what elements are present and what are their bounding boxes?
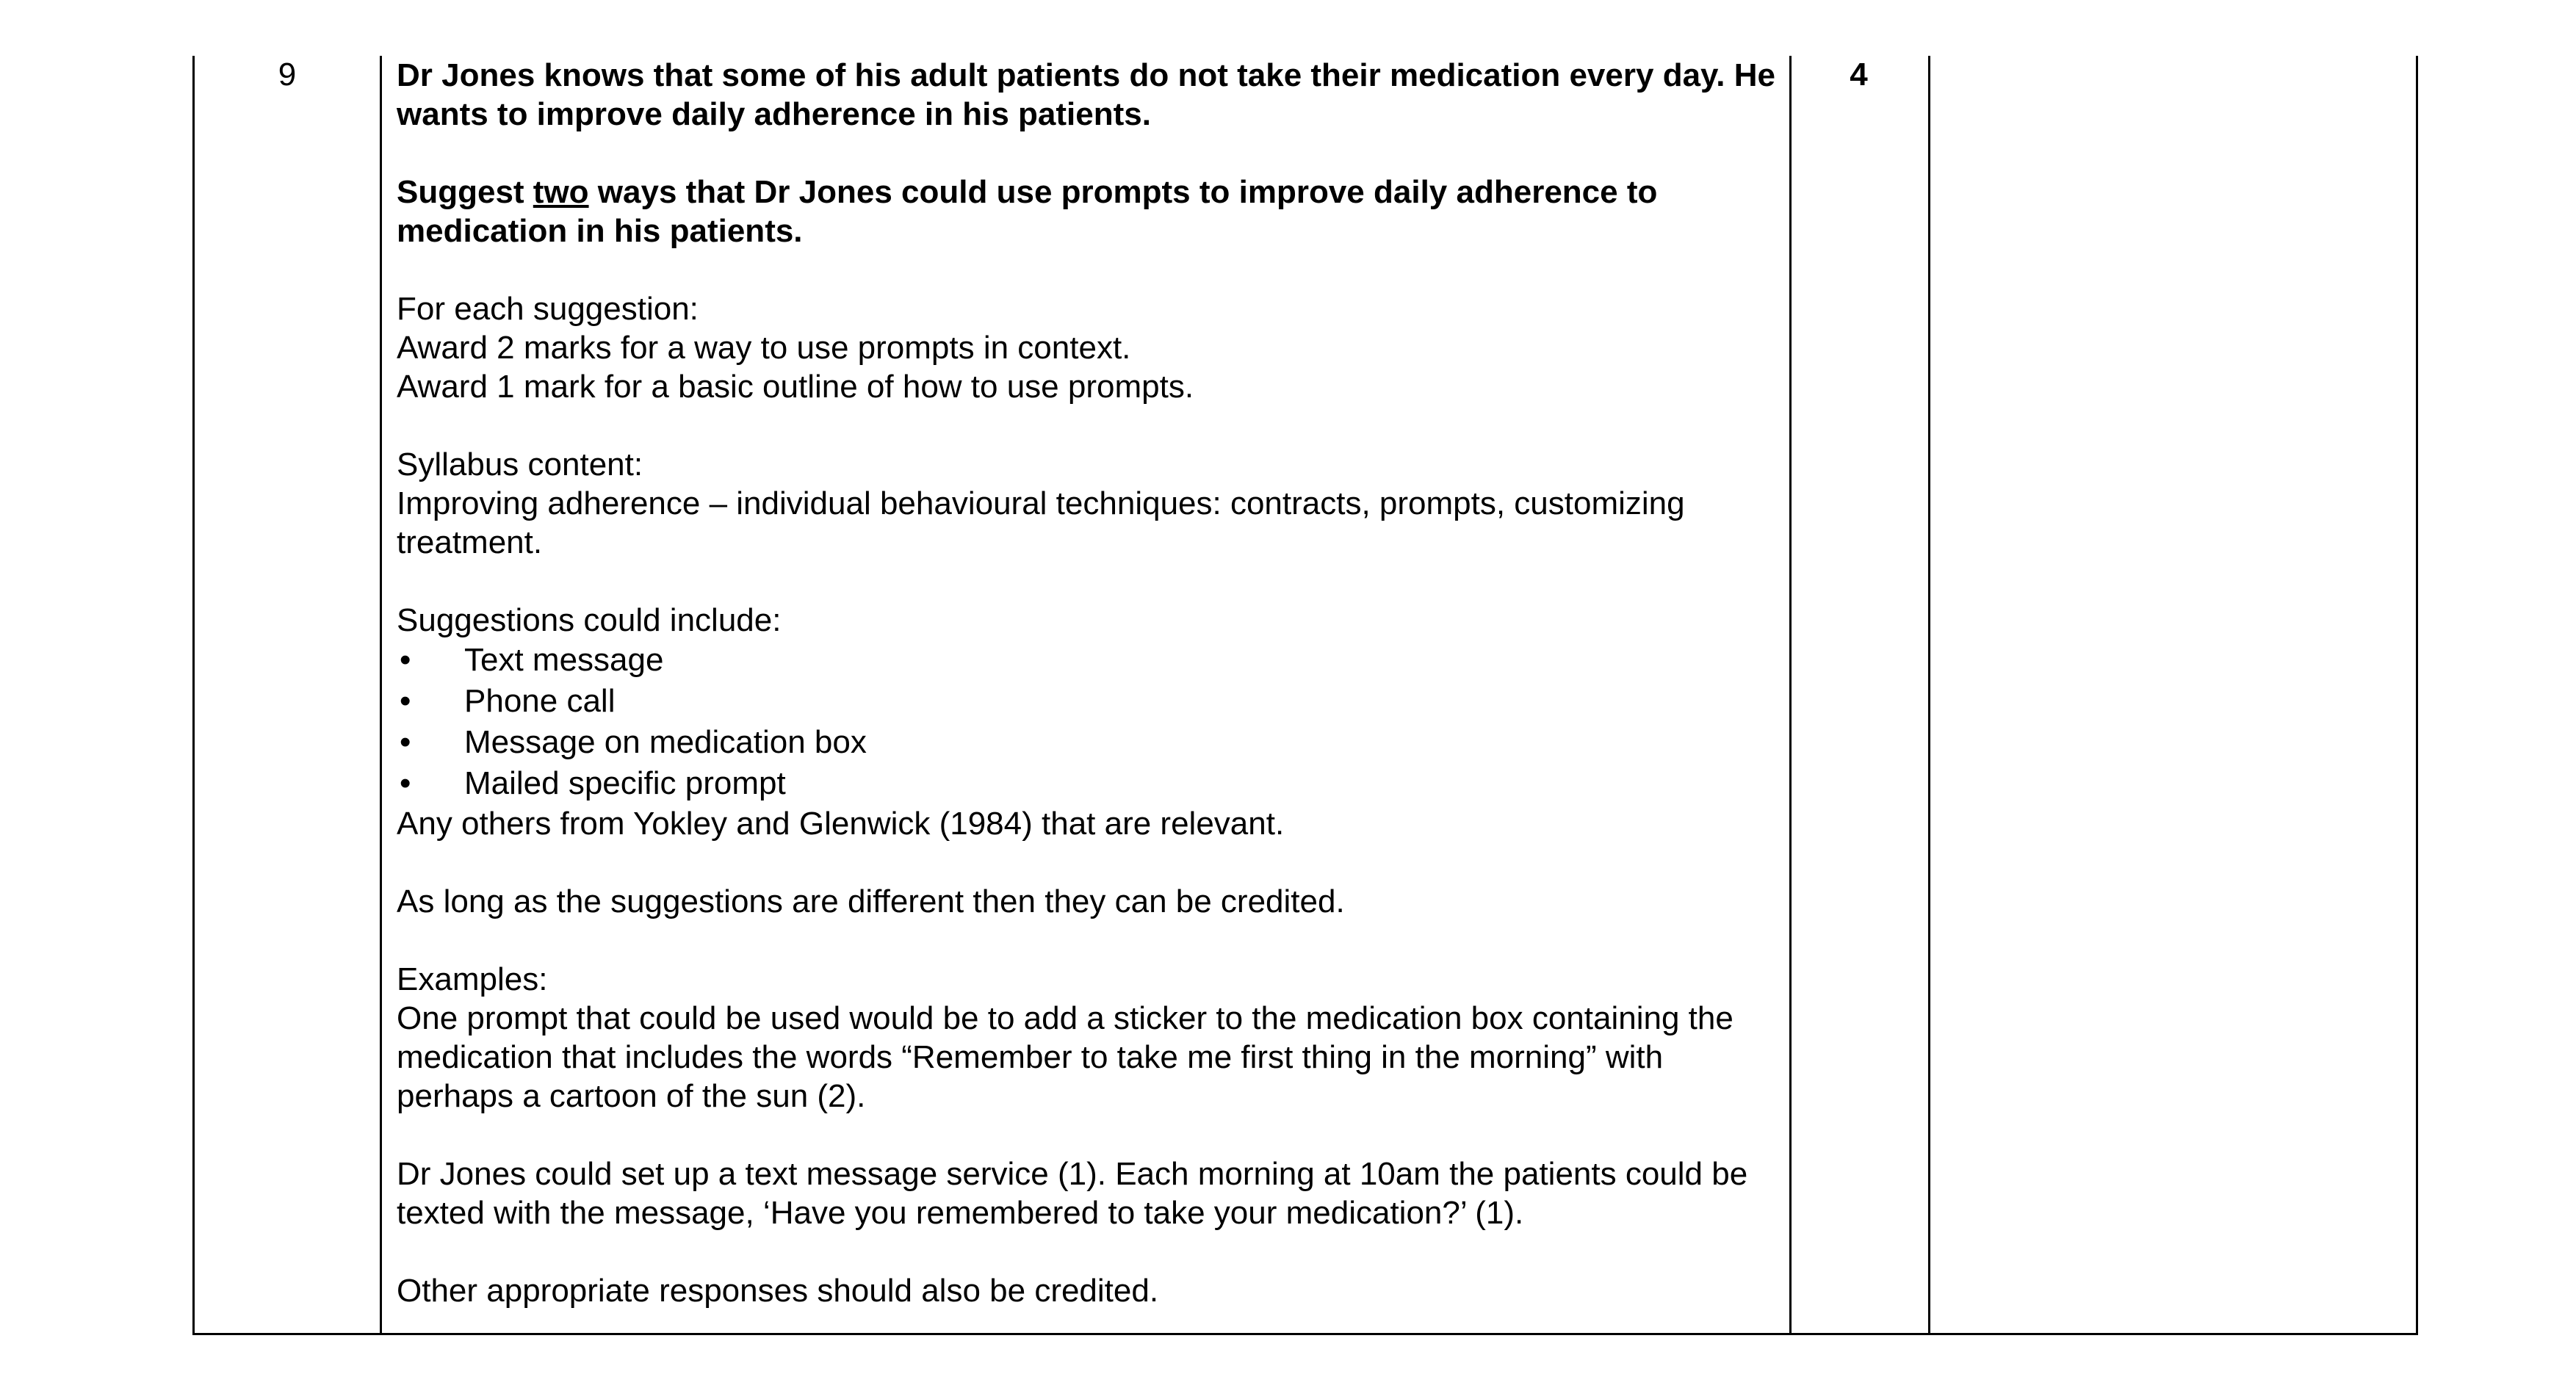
different-note: As long as the suggestions are different then they can be credited. (397, 883, 1345, 919)
task-text-start: Suggest (397, 174, 533, 210)
column-divider (380, 56, 382, 1333)
list-item (397, 722, 1778, 763)
others-note: Any others from Yokley and Glenwick (1984) that are relevant. (397, 806, 1285, 842)
award-1-mark: Award 1 mark for a basic outline of how to use prompts. (397, 369, 1194, 405)
closing-note: Other appropriate responses should also be credited. (397, 1273, 1159, 1309)
examples-heading: Examples: (397, 961, 548, 997)
column-divider (1789, 56, 1792, 1333)
bullet-icon: • (400, 642, 411, 678)
question-task (397, 173, 1778, 250)
mark-scheme-table (192, 56, 2418, 1335)
question-stem: Dr Jones knows that some of his adult patients do not take their medication every day. He wants to improve daily adherence in his patients. (397, 57, 1775, 132)
suggestions-heading: Suggestions could include: (397, 602, 782, 638)
suggestion-text: Text message (464, 642, 664, 678)
example-1: One prompt that could be used would be to add a sticker to the medication box containing the medication that includes the words “Remember to take me first thing in the morning” with perhaps a cartoon of the sun (2). (397, 1000, 1733, 1114)
column-divider (1928, 56, 1930, 1333)
question-number: 9 (278, 57, 297, 93)
list-item (397, 681, 1778, 722)
syllabus-heading: Syllabus content: (397, 447, 643, 483)
syllabus-text: Improving adherence – individual behavioural techniques: contracts, prompts, customizing treatment. (397, 485, 1685, 560)
award-2-marks: Award 2 marks for a way to use prompts in context. (397, 330, 1131, 366)
list-item (397, 763, 1778, 804)
example-2: Dr Jones could set up a text message service (1). Each morning at 10am the patients could be texted with the message, ‘Have you remembered to take your medication?’ (1). (397, 1156, 1748, 1231)
marks-value: 4 (1850, 57, 1868, 93)
bullet-icon: • (400, 683, 411, 719)
suggestion-text: Phone call (464, 683, 616, 719)
answer-cell (397, 56, 1778, 1310)
list-item (397, 640, 1778, 681)
suggestion-text: Mailed specific prompt (464, 765, 786, 801)
bullet-icon: • (400, 765, 411, 801)
task-emphasis: two (533, 174, 589, 210)
bullet-icon: • (400, 724, 411, 760)
for-each-heading: For each suggestion: (397, 291, 699, 327)
task-text-end: ways that Dr Jones could use prompts to improve daily adherence to medication in his patients. (397, 174, 1658, 249)
suggestion-text: Message on medication box (464, 724, 867, 760)
suggestions-list (397, 640, 1778, 804)
